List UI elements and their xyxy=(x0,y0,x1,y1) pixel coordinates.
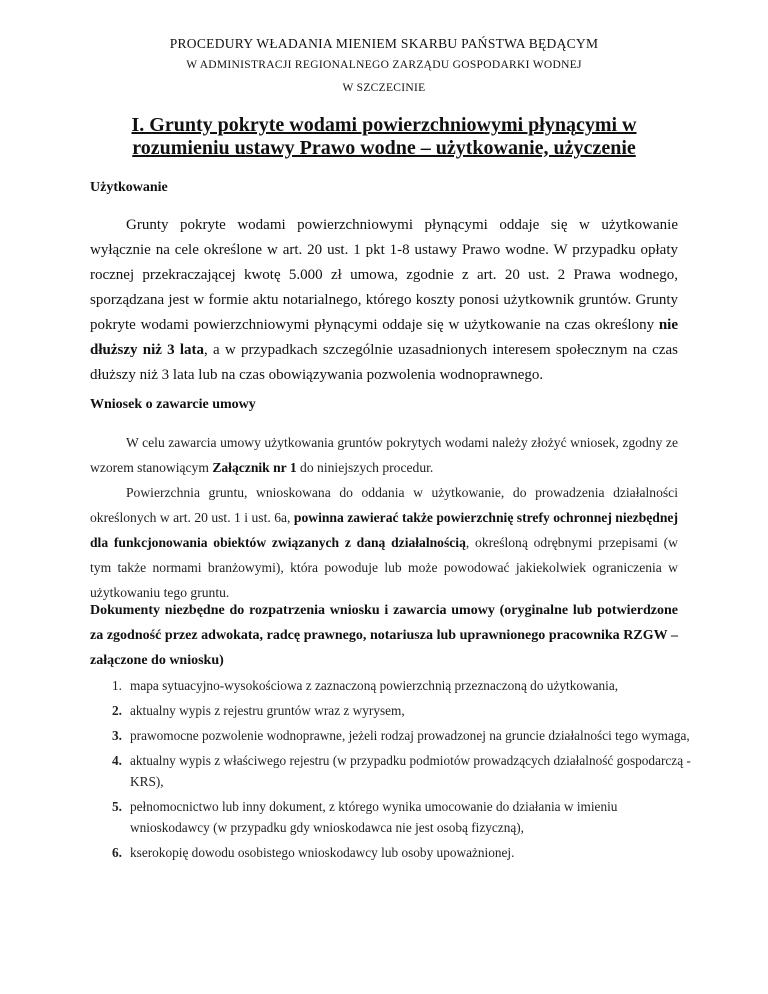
list-item xyxy=(112,700,692,721)
emphasis-text: nie dłuższy niż 3 lata xyxy=(90,317,678,358)
list-item-number: 4. xyxy=(112,753,122,768)
emphasis-text: powinna zawierać także powierzchnię strefy ochronnej niezbędnej dla funkcjonowania obiektów związanych z daną działalnością xyxy=(90,510,678,550)
attachment-reference: Załącznik nr 1 xyxy=(212,460,297,475)
list-item-number: 1. xyxy=(112,678,122,693)
list-item-number: 5. xyxy=(112,799,122,814)
paragraph-text: do niniejszych procedur. xyxy=(296,460,434,475)
list-item-text: mapa sytuacyjno-wysokościowa z zaznaczoną powierzchnią przeznaczoną do użytkowania, xyxy=(130,678,619,693)
title-line-1: I. Grunty pokryte wodami powierzchniowymi płynącymi w xyxy=(131,114,637,136)
list-item-text: prawomocne pozwolenie wodnoprawne, jeżeli rodzaj prowadzonej na gruncie działalności tego wymaga, xyxy=(130,728,690,743)
list-item-text: aktualny wypis z rejestru gruntów wraz z wyrysem, xyxy=(130,703,405,718)
list-item xyxy=(112,842,692,863)
list-item-text: kserokopię dowodu osobistego wnioskodawcy lub osoby upoważnionej. xyxy=(130,845,515,860)
list-item xyxy=(112,796,692,838)
title-line-2: rozumieniu ustawy Prawo wodne – użytkowanie, użyczenie xyxy=(132,137,636,159)
section-heading-dokumenty: Dokumenty niezbędne do rozpatrzenia wniosku i zawarcia umowy (oryginalne lub potwierdzone za zgodność przez adwokata, radcę prawnego, notariusza lub uprawnionego pracownika RZGW – załączone do wniosku) xyxy=(90,603,678,668)
paragraph-text: Grunty pokryte wodami powierzchniowymi płynącymi oddaje się w użytkowanie wyłącznie na cele określone w art. 20 ust. 1 pkt 1-8 ustawy Prawo wodne. W przypadku opłaty rocznej przekraczającej kwotę 5.000 zł umowa, zgodnie z art. 20 ust. 2 Prawa wodnego, sporządzana jest w formie aktu notarialnego, którego koszty ponosi użytkownik gruntów. Grunty pokryte wodami powierzchniowymi płynącymi oddaje się w użytkowanie na czas określony xyxy=(90,217,678,333)
paragraph-text: Powierzchnia gruntu, wnioskowana do oddania w użytkowanie, do prowadzenia działalności określonych w art. 20 ust. 1 i ust. 6a, xyxy=(90,485,678,525)
list-item-number: 3. xyxy=(112,728,122,743)
list-item-number: 2. xyxy=(112,703,122,718)
paragraph-uzytkowanie xyxy=(90,213,678,388)
paragraph-text: W celu zawarcia umowy użytkowania gruntów pokrytych wodami należy złożyć wniosek, zgodny ze wzorem stanowiącym xyxy=(90,435,678,475)
list-item xyxy=(112,750,692,792)
paragraph-wniosek-2 xyxy=(90,480,678,605)
header-line-3: W SZCZECINIE xyxy=(342,82,426,94)
section-heading-uzytkowanie: Użytkowanie xyxy=(90,180,168,195)
section-heading-wniosek: Wniosek o zawarcie umowy xyxy=(90,397,256,412)
list-item-text: aktualny wypis z właściwego rejestru (w przypadku podmiotów prowadzących działalność gospodarczą - KRS), xyxy=(130,753,691,789)
header-line-2: W ADMINISTRACJI REGIONALNEGO ZARZĄDU GOSPODARKI WODNEJ xyxy=(186,59,582,71)
list-item xyxy=(112,675,692,696)
list-item-text: pełnomocnictwo lub inny dokument, z którego wynika umocowanie do działania w imieniu wnioskodawcy (w przypadku gdy wnioskodawca nie jest osobą fizyczną), xyxy=(130,799,618,835)
documents-list xyxy=(112,675,692,867)
paragraph-wniosek-1 xyxy=(90,430,678,480)
header-line-1: PROCEDURY WŁADANIA MIENIEM SKARBU PAŃSTWA BĘDĄCYM xyxy=(169,36,599,51)
list-item-number: 6. xyxy=(112,845,122,860)
page-title xyxy=(90,114,678,160)
paragraph-text: , określoną odrębnymi przepisami (w tym także normami branżowymi), która powoduje lub może powodować jakiekolwiek ograniczenia w użytkowaniu tego gruntu. xyxy=(90,535,679,600)
list-item xyxy=(112,725,692,746)
paragraph-text: , a w przypadkach szczególnie uzasadnionych interesem społecznym na czas dłuższy niż 3 lata lub na czas obowiązywania pozwolenia wodnoprawnego. xyxy=(90,342,678,383)
